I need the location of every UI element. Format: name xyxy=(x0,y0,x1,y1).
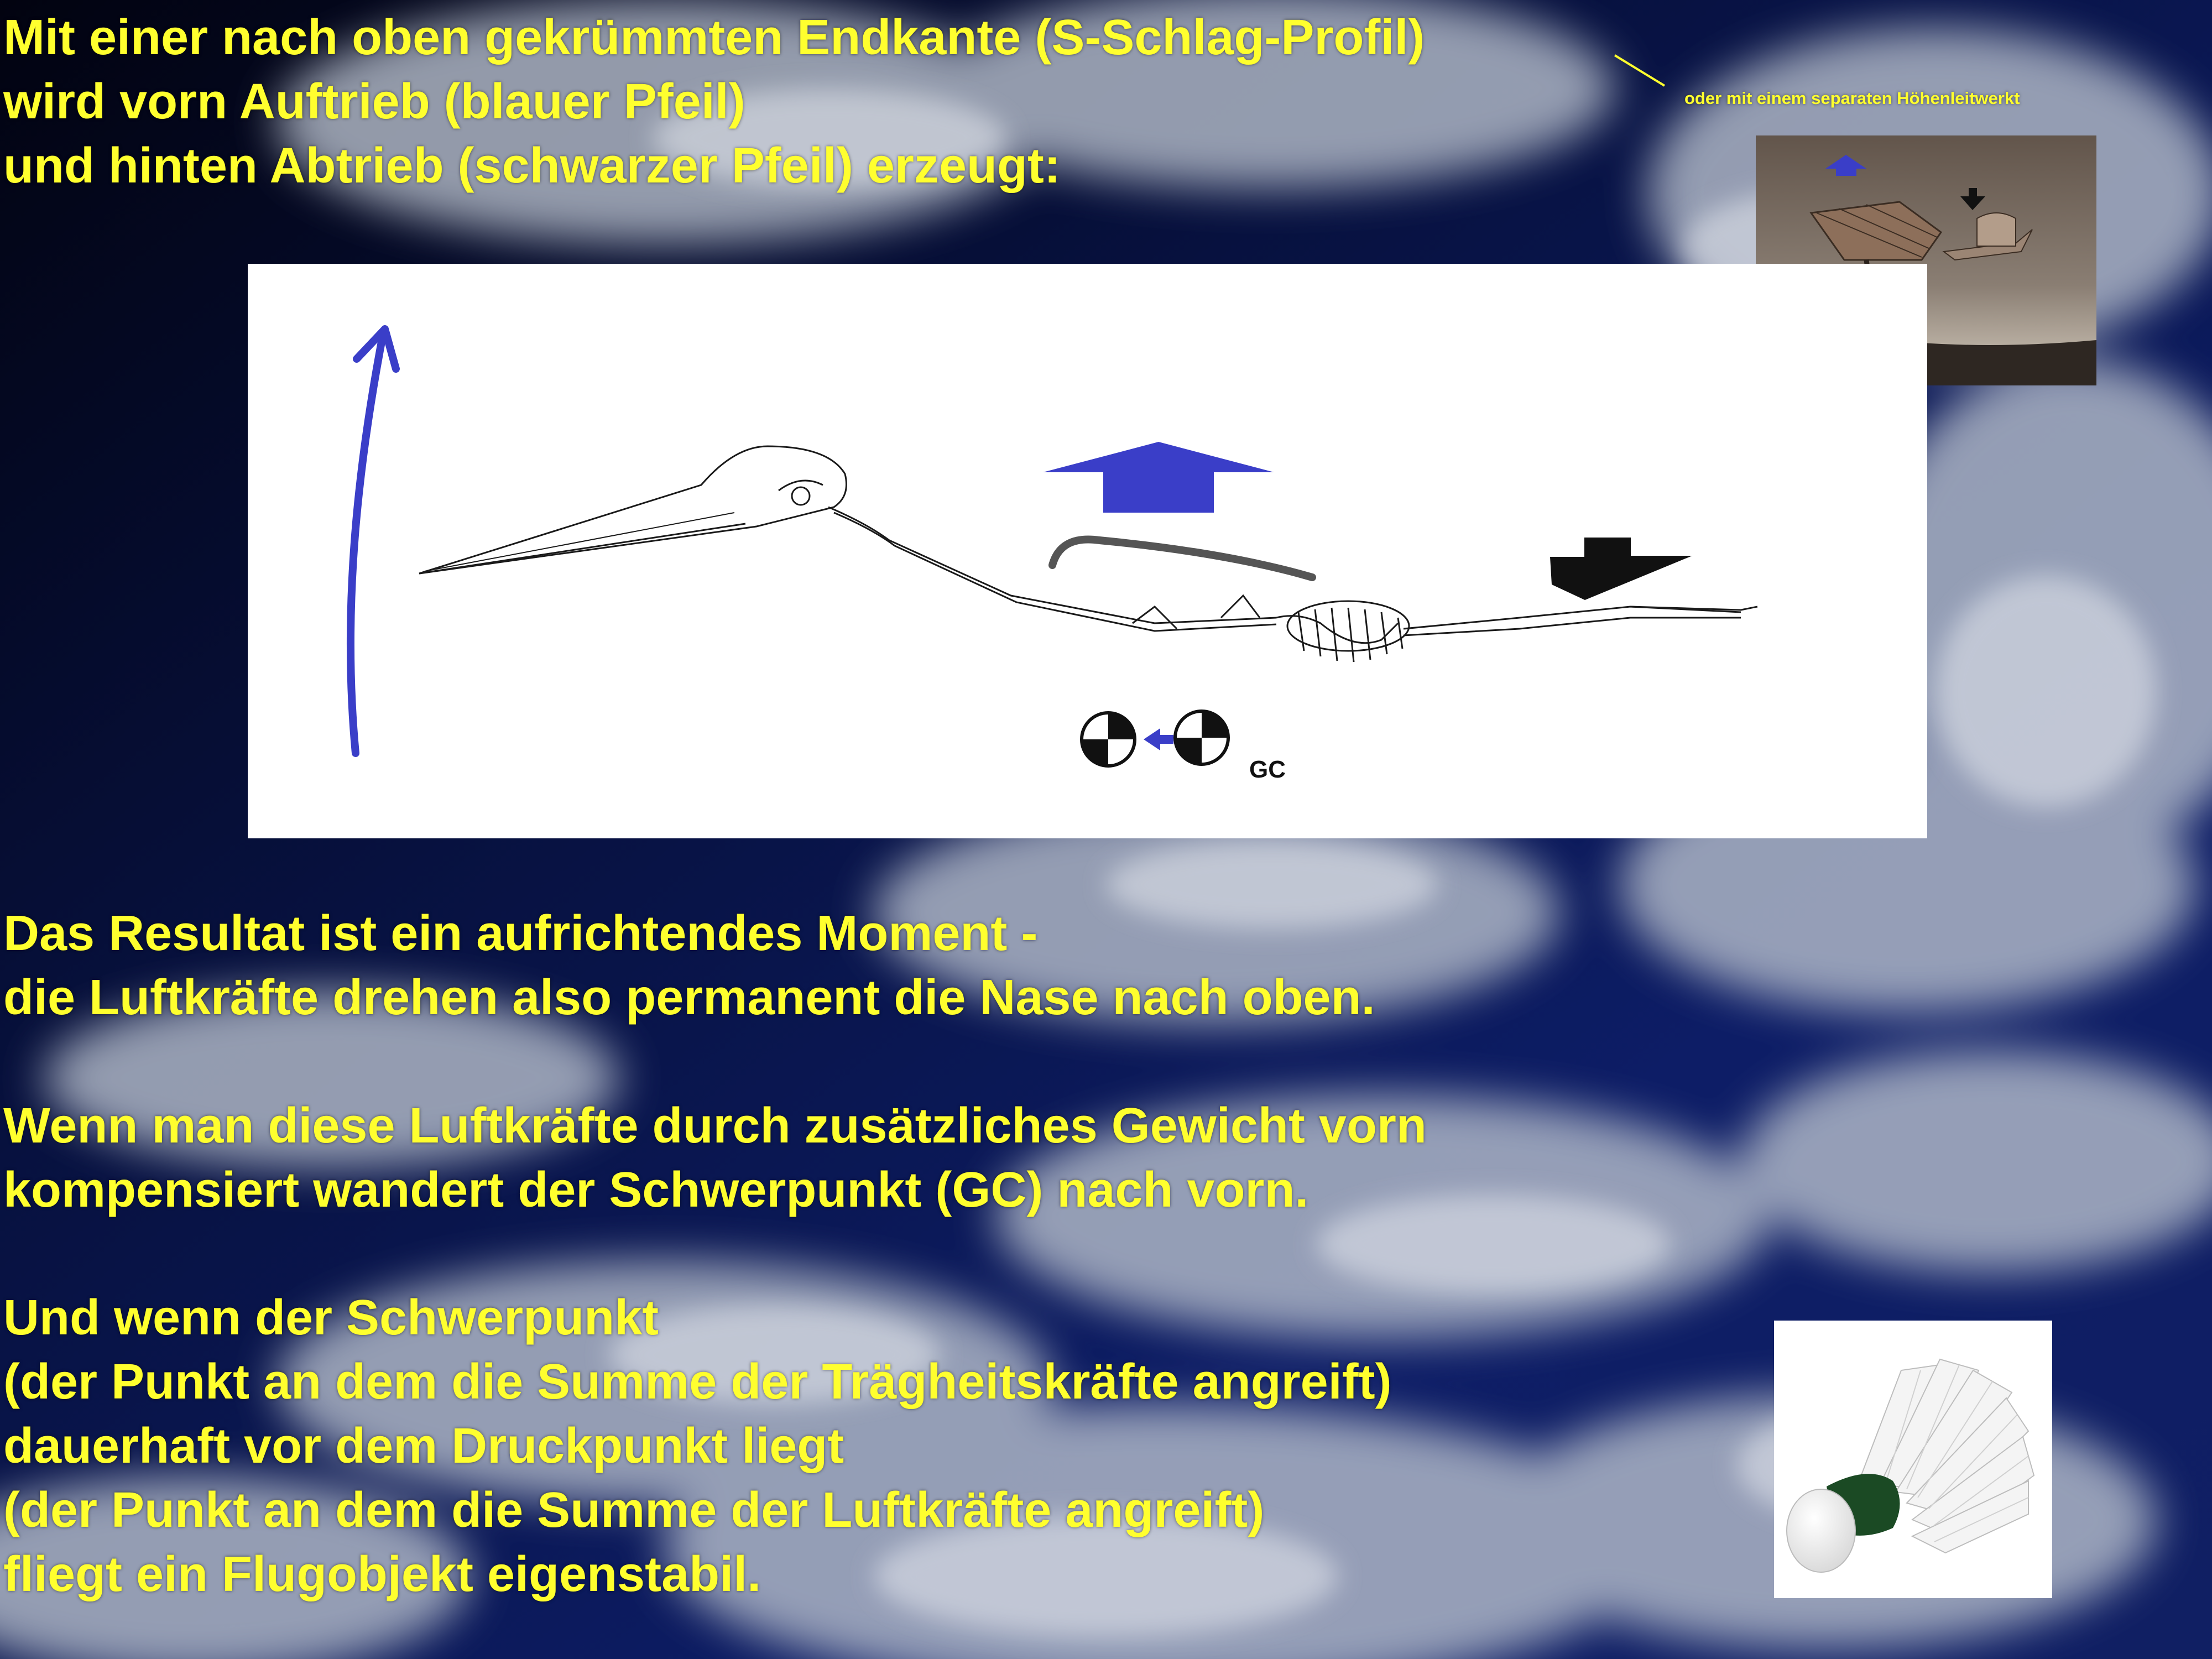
gc-label: GC xyxy=(1249,756,1286,783)
stability-text xyxy=(3,1286,1392,1606)
result-line: Das Resultat ist ein aufrichtendes Moment - xyxy=(3,906,1038,961)
lift-arrow-icon xyxy=(1043,442,1274,513)
stability-line: fliegt ein Flugobjekt eigenstabil. xyxy=(3,1547,761,1602)
stability-line: dauerhaft vor dem Druckpunkt liegt xyxy=(3,1418,844,1474)
leader-line xyxy=(1612,53,1678,97)
stability-line: Und wenn der Schwerpunkt xyxy=(3,1290,659,1345)
pterosaur-diagram xyxy=(248,264,1927,838)
wing-profile xyxy=(1052,539,1312,577)
compensate-line: Wenn man diese Luftkräfte durch zusätzliches Gewicht vorn xyxy=(3,1098,1427,1154)
center-of-gravity-icon xyxy=(1082,713,1135,766)
heading-line: wird vorn Auftrieb (blauer Pfeil) xyxy=(3,74,745,129)
result-line: die Luftkräfte drehen also permanent die Nase nach oben. xyxy=(3,970,1375,1025)
result-text xyxy=(3,901,1375,1030)
compensate-line: kompensiert wandert der Schwerpunkt (GC) nach vorn. xyxy=(3,1162,1309,1218)
heading-line: Mit einer nach oben gekrümmten Endkante (S-Schlag-Profil) xyxy=(3,10,1425,65)
rotation-arrow-icon xyxy=(351,329,396,753)
compensate-text xyxy=(3,1094,1427,1222)
gc-shift-arrow-icon xyxy=(1144,728,1173,750)
shuttlecock-photo xyxy=(1774,1321,2052,1598)
stability-line: (der Punkt an dem die Summe der Luftkräfte angreift) xyxy=(3,1483,1265,1538)
downforce-arrow-icon xyxy=(1550,538,1692,600)
center-of-gravity-icon xyxy=(1175,711,1228,764)
pterosaur-skeleton xyxy=(419,446,1757,662)
heading-line: und hinten Abtrieb (schwarzer Pfeil) erzeugt: xyxy=(3,138,1061,194)
stability-line: (der Punkt an dem die Summe der Trägheitskräfte angreift) xyxy=(3,1354,1392,1410)
side-note: oder mit einem separaten Höhenleitwerkt xyxy=(1684,88,2020,108)
heading-text xyxy=(3,6,1425,198)
